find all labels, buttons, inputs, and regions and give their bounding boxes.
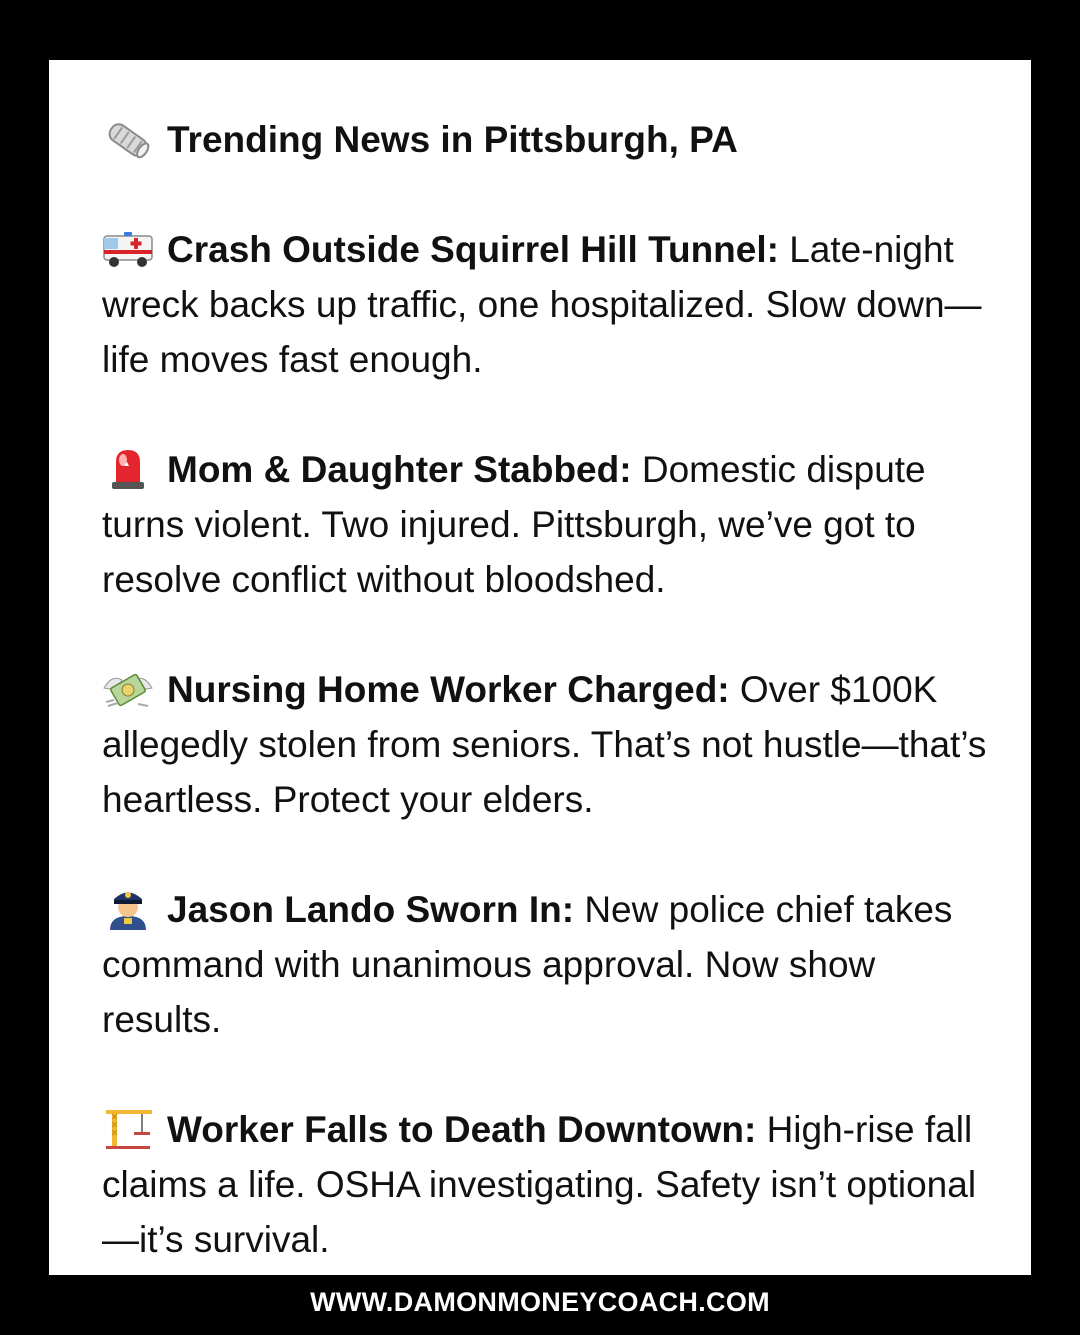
story-body: Late-night wreck backs up traffic, one hospitalized. Slow down—life moves fast enough. — [102, 229, 982, 380]
news-story-stabbing — [102, 442, 987, 607]
story-headline: Worker Falls to Death Downtown: — [167, 1109, 757, 1150]
page-title-text: Trending News in Pittsburgh, PA — [167, 119, 738, 160]
page-title — [102, 112, 987, 167]
money-with-wings-icon — [102, 666, 154, 710]
ambulance-icon — [102, 226, 154, 270]
story-body: Over $100K allegedly stolen from seniors. That’s not hustle—that’s heartless. Protect your elders. — [102, 669, 987, 820]
police-officer-icon — [102, 886, 154, 930]
news-story-police-chief — [102, 882, 987, 1047]
footer-website: WWW.DAMONMONEYCOACH.COM — [310, 1287, 770, 1317]
news-story-worker-fall — [102, 1102, 987, 1267]
story-body: High-rise fall claims a life. OSHA investigating. Safety isn’t optional—it’s survival. — [102, 1109, 977, 1260]
news-card — [49, 60, 1031, 1275]
rolled-newspaper-icon — [102, 118, 154, 162]
story-headline: Mom & Daughter Stabbed: — [167, 449, 632, 490]
news-story-nursing-home — [102, 662, 987, 827]
story-body: New police chief takes command with unanimous approval. Now show results. — [102, 889, 953, 1040]
story-headline: Jason Lando Sworn In: — [167, 889, 575, 930]
news-story-crash — [102, 222, 987, 387]
story-body: Domestic dispute turns violent. Two injured. Pittsburgh, we’ve got to resolve conflict without bloodshed. — [102, 449, 926, 600]
story-headline: Nursing Home Worker Charged: — [167, 669, 730, 710]
story-headline: Crash Outside Squirrel Hill Tunnel: — [167, 229, 779, 270]
police-light-icon — [102, 446, 154, 490]
construction-crane-icon — [102, 1106, 154, 1150]
